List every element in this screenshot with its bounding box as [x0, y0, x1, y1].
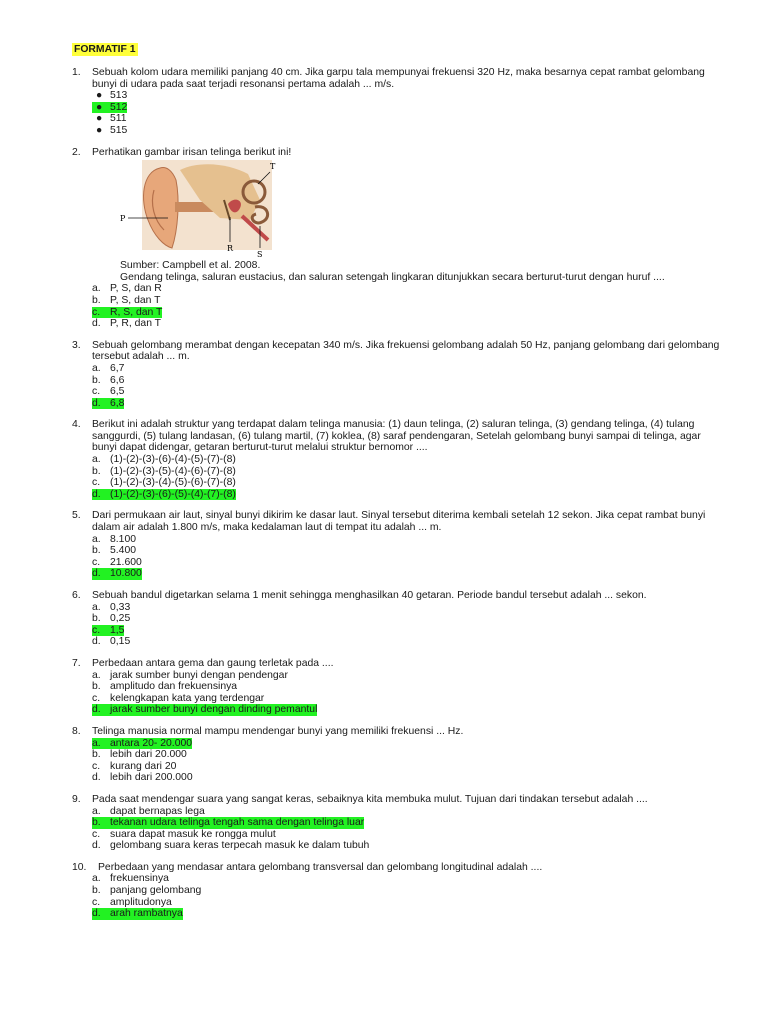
option-letter: a. — [92, 873, 101, 885]
option-text: 0,33 — [110, 601, 131, 613]
option — [92, 873, 722, 885]
option-text: kelengkapan kata yang terdengar — [110, 692, 265, 704]
option-text: jarak sumber bunyi dengan dinding pemantul — [110, 704, 318, 716]
option-text: 0,25 — [110, 613, 131, 625]
option — [92, 545, 722, 557]
question-number: 4. — [72, 419, 81, 431]
question-2 — [72, 147, 722, 330]
option — [92, 693, 722, 705]
option-letter: a. — [92, 283, 101, 295]
label-r: R — [227, 244, 234, 254]
option-text: (1)-(2)-(3)-(4)-(5)-(6)-(7)-(8) — [110, 477, 236, 489]
label-t: T — [270, 162, 276, 172]
option-text: antara 20- 20.000 — [110, 737, 193, 749]
option — [92, 318, 722, 330]
question-10 — [72, 862, 722, 920]
option — [92, 295, 722, 307]
option — [92, 283, 722, 295]
option-correct — [92, 398, 722, 410]
option-text: amplitudo dan frekuensinya — [110, 681, 238, 693]
question-text: Sebuah gelombang merambat dengan kecepatan 340 m/s. Jika frekuensi gelombang adalah 50 Hz, panjang gelombang dari gelombang tersebut adalah ... m. — [92, 339, 720, 363]
label-p: P — [120, 214, 126, 224]
option-text: 6,5 — [110, 386, 125, 398]
option — [92, 363, 722, 375]
option — [92, 681, 722, 693]
option — [92, 113, 722, 125]
option-text: arah rambatnya — [110, 908, 183, 920]
option-text: P, S, dan R — [110, 283, 162, 295]
option-letter: c. — [92, 556, 101, 568]
option-correct — [92, 625, 722, 637]
question-text: Sebuah bandul digetarkan selama 1 menit sehingga menghasilkan 40 getaran. Periode bandul tersebut adalah ... sekon. — [92, 590, 647, 601]
option-letter: d. — [92, 397, 101, 409]
option-text: R, S, dan T — [110, 306, 163, 318]
figure-source: Sumber: Campbell et al. 2008. — [120, 260, 261, 272]
question-text: Sebuah kolom udara memiliki panjang 40 cm. Jika garpu tala mempunyai frekuensi 320 Hz, maka besarnya cepat rambat gelombang bunyi di udara pada saat terjadi resonansi pertama adalah ... m/s. — [92, 67, 705, 90]
bullet-icon: ● — [96, 90, 103, 102]
option-correct — [92, 307, 722, 319]
option-letter: d. — [92, 318, 101, 330]
option-text: 1,5 — [110, 624, 125, 636]
option-text: dapat bernapas lega — [110, 805, 205, 817]
option — [92, 90, 722, 102]
option-letter: a. — [92, 737, 101, 749]
option-text: suara dapat masuk ke rongga mulut — [110, 828, 276, 840]
question-number: 10. — [72, 861, 87, 873]
option-letter: a. — [92, 362, 101, 374]
option — [92, 386, 722, 398]
option-letter: c. — [92, 477, 101, 489]
option-correct — [92, 568, 722, 580]
option-text: (1)-(2)-(3)-(6)-(5)-(4)-(7)-(8) — [110, 488, 236, 500]
question-number: 9. — [72, 793, 81, 805]
option-letter: b. — [92, 294, 101, 306]
option-text: lebih dari 200.000 — [110, 772, 193, 784]
question-7 — [72, 658, 722, 716]
option-text: 512 — [110, 101, 128, 113]
question-number: 2. — [72, 146, 81, 158]
bullet-icon: ● — [96, 113, 103, 125]
option — [92, 454, 722, 466]
option-text: 515 — [110, 124, 128, 136]
option-letter: b. — [92, 465, 101, 477]
option-text: tekanan udara telinga tengah sama dengan telinga luar — [110, 817, 365, 829]
option-correct — [92, 489, 722, 501]
option-letter: b. — [92, 545, 101, 557]
option-text: 6,7 — [110, 362, 125, 374]
option-letter: a. — [92, 454, 101, 466]
option-text: 6,6 — [110, 374, 125, 386]
bullet-icon: ● — [96, 124, 103, 136]
question-text: Berikut ini adalah struktur yang terdapat dalam telinga manusia: (1) daun telinga, (2) saluran telinga, (3) gendang telinga, (4) tulang sanggurdi, (5) tulang landasan, (6) tulang martil, (7) koklea, (8) saraf pendengaran, Setelah gelombang bunyi sampai di telinga, agar bunyi dapat didengar, getaran berturut-turut melalui struktur bernomor .... — [92, 419, 701, 454]
option-text: 0,15 — [110, 636, 131, 648]
question-number: 3. — [72, 339, 81, 351]
option-letter: c. — [92, 896, 101, 908]
option-text: 5.400 — [110, 545, 137, 557]
question-8 — [72, 726, 722, 784]
option-text: (1)-(2)-(3)-(6)-(4)-(5)-(7)-(8) — [110, 454, 236, 466]
option-text: 513 — [110, 90, 128, 102]
option — [92, 885, 722, 897]
option-letter: a. — [92, 805, 101, 817]
option-text: 6,8 — [110, 397, 125, 409]
question-subtext: Gendang telinga, saluran eustacius, dan saluran setengah lingkaran ditunjukkan secara berturut-turut dengan huruf .... — [120, 271, 665, 283]
question-text: Perbedaan yang mendasar antara gelombang transversal dan gelombang longitudinal adalah .... — [98, 861, 543, 873]
option — [92, 761, 722, 773]
option-letter: c. — [92, 692, 101, 704]
question-number: 6. — [72, 590, 81, 601]
question-text: Pada saat mendengar suara yang sangat keras, sebaiknya kita membuka mulut. Tujuan dari tindakan tersebut adalah .... — [92, 793, 648, 805]
option-letter: c. — [92, 760, 101, 772]
option-letter: c. — [92, 306, 101, 318]
option-correct — [92, 704, 722, 716]
option — [92, 613, 722, 625]
question-text: Telinga manusia normal mampu mendengar bunyi yang memiliki frekuensi ... Hz. — [92, 725, 464, 737]
option-letter: b. — [92, 885, 101, 897]
question-number: 8. — [72, 725, 81, 737]
option — [92, 806, 722, 818]
option — [92, 466, 722, 478]
option-text: 8.100 — [110, 533, 137, 545]
option-letter: b. — [92, 817, 101, 829]
option-letter: a. — [92, 601, 101, 613]
ear-diagram — [120, 160, 304, 260]
option — [92, 602, 722, 614]
option-letter: b. — [92, 749, 101, 761]
option-correct — [92, 817, 722, 829]
option-letter: d. — [92, 636, 101, 648]
option-correct — [92, 738, 722, 750]
option-text: frekuensinya — [110, 873, 169, 885]
option — [92, 375, 722, 387]
option-letter: a. — [92, 669, 101, 681]
option — [92, 829, 722, 841]
question-5 — [72, 510, 722, 580]
worksheet-page — [72, 43, 722, 930]
question-text: Perhatikan gambar irisan telinga berikut ini! — [92, 146, 292, 158]
option-letter: c. — [92, 828, 101, 840]
question-number: 5. — [72, 510, 81, 522]
ear-cross-section-image — [120, 160, 304, 260]
question-6 — [72, 590, 722, 648]
option-text: jarak sumber bunyi dengan pendengar — [110, 669, 288, 681]
option-letter: d. — [92, 840, 101, 852]
question-number: 1. — [72, 67, 81, 78]
option-letter: b. — [92, 613, 101, 625]
option-letter: d. — [92, 568, 101, 580]
option — [92, 477, 722, 489]
option — [92, 534, 722, 546]
option — [92, 749, 722, 761]
option — [92, 897, 722, 909]
option-correct — [92, 908, 722, 920]
label-s: S — [257, 250, 263, 260]
question-number: 7. — [72, 657, 81, 669]
option — [92, 125, 722, 137]
option-text: kurang dari 20 — [110, 760, 177, 772]
option-text: 511 — [110, 113, 127, 125]
question-3 — [72, 340, 722, 410]
option-text: 10.800 — [110, 568, 142, 580]
option-letter: b. — [92, 374, 101, 386]
option — [92, 557, 722, 569]
option — [92, 670, 722, 682]
question-1 — [72, 67, 722, 137]
option-text: lebih dari 20.000 — [110, 749, 187, 761]
option-letter: d. — [92, 908, 101, 920]
option — [92, 772, 722, 784]
option-text: P, R, dan T — [110, 318, 162, 330]
question-4 — [72, 419, 722, 500]
option — [92, 840, 722, 852]
question-text: Perbedaan antara gema dan gaung terletak pada .... — [92, 657, 334, 669]
question-text: Dari permukaan air laut, sinyal bunyi dikirim ke dasar laut. Sinyal tersebut diterima kembali setelah 12 sekon. Jika cepat rambat bunyi dalam air adalah 1.800 m/s, maka kedalaman laut di tempat itu adalah ... m. — [92, 510, 706, 534]
bullet-icon: ● — [96, 101, 103, 113]
option-letter: d. — [92, 704, 101, 716]
option-letter: b. — [92, 681, 101, 693]
option-text: 21.600 — [110, 556, 142, 568]
option-letter: d. — [92, 488, 101, 500]
option-letter: c. — [92, 386, 101, 398]
option-text: panjang gelombang — [110, 885, 202, 897]
option-letter: d. — [92, 772, 101, 784]
option-text: gelombang suara keras terpecah masuk ke dalam tubuh — [110, 840, 370, 852]
option-text: (1)-(2)-(3)-(5)-(4)-(6)-(7)-(8) — [110, 465, 236, 477]
option-text: amplitudonya — [110, 896, 172, 908]
option-correct — [92, 102, 722, 114]
worksheet-title: FORMATIF 1 — [74, 44, 136, 55]
option-text: P, S, dan T — [110, 294, 161, 306]
option — [92, 636, 722, 648]
question-9 — [72, 794, 722, 852]
option-letter: c. — [92, 624, 101, 636]
option-letter: a. — [92, 533, 101, 545]
